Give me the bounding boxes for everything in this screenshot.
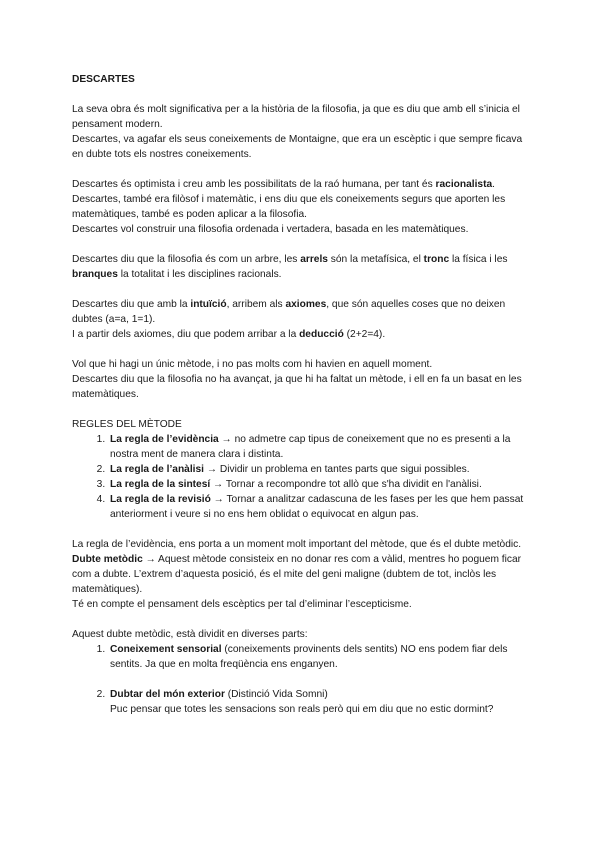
document-page [72,72,532,717]
paragraph-methodic-doubt: Dubte metòdic → Aquest mètode consisteix en no donar res com a vàlid, mentres ho poguem ficar com a dubte. L’extrem d’aquesta posició, és el mite del geni maligne (dubtem de tot, inclòs les matemàtiques). [72,554,522,595]
paragraph-ordered: Descartes vol construir una filosofia ordenada i vertadera, basada en les matemàtiques. [72,224,469,235]
rules-list [72,432,532,522]
rules-heading: REGLES DEL MÈTODE [72,419,182,430]
parts-list [72,642,532,717]
paragraph-method-1: Vol que hi hagi un únic mètode, i no pas molts com hi havien en aquell moment. [72,359,433,370]
part-item: 1. Coneixement sensorial (coneixements provinents dels sentits) NO ens podem fiar dels sentits. Ja que en molta freqüència ens enganyen. [108,642,532,672]
paragraph-rationalist: Descartes és optimista i creu amb les possibilitats de la raó humana, per tant és racionalista. [72,179,495,190]
paragraph-method-2: Descartes diu que la filosofia no ha avançat, ja que hi ha faltat un mètode, i ell en fa un basat en les matemàtiques. [72,374,522,400]
document-title: DESCARTES [72,74,135,85]
paragraph-deduction: I a partir dels axiomes, diu que podem arribar a la deducció (2+2=4). [72,329,386,340]
part-item: 2. Dubtar del món exterior (Distinció Vida Somni) Puc pensar que totes les sensacions son reals però qui em diu que no estic dormint? [108,687,532,717]
paragraph-intro-1: La seva obra és molt significativa per a la història de la filosofia, ja que es diu que amb ell s’inicia el pensament modern. [72,104,520,130]
paragraph-intro-2: Descartes, va agafar els seus coneixements de Montaigne, que era un escèptic i que sempre ficava en dubte tots els nostres coneixements. [72,134,523,160]
rule-item: 1. La regla de l’evidència → no admetre cap tipus de coneixement que no es presenti a la nostra ment de manera clara i distinta. [108,432,532,462]
rule-item: 4. La regla de la revisió → Tornar a analitzar cadascuna de les fases per les que hem passat anteriorment i veure si no ens hem oblidat o equivocat en algun pas. [108,492,532,522]
paragraph-intuition: Descartes diu que amb la intuïció, arribem als axiomes, que són aquelles coses que no deixen dubtes (a=a, 1=1). [72,299,506,325]
paragraph-parts: Aquest dubte metòdic, està dividit en diverses parts: [72,629,308,640]
rule-item: 2. La regla de l’anàlisi → Dividir un problema en tantes parts que sigui possibles. [108,462,532,477]
paragraph-tree: Descartes diu que la filosofia és com un arbre, les arrels són la metafísica, el tronc la física i les branques la totalitat i les disciplines racionals. [72,254,508,280]
paragraph-evidence: La regla de l’evidència, ens porta a un moment molt important del mètode, que és el dubte metòdic. [72,539,522,550]
paragraph-sceptics: Té en compte el pensament dels escèptics per tal d’eliminar l’escepticisme. [72,599,412,610]
paragraph-math: Descartes, també era filòsof i matemàtic, i ens diu que els coneixements segurs que aporten les matemàtiques, també es poden aplicar a la filosofia. [72,194,506,220]
rule-item: 3. La regla de la sintesí → Tornar a recompondre tot allò que s'ha dividit en l'anàlisi. [108,477,532,492]
